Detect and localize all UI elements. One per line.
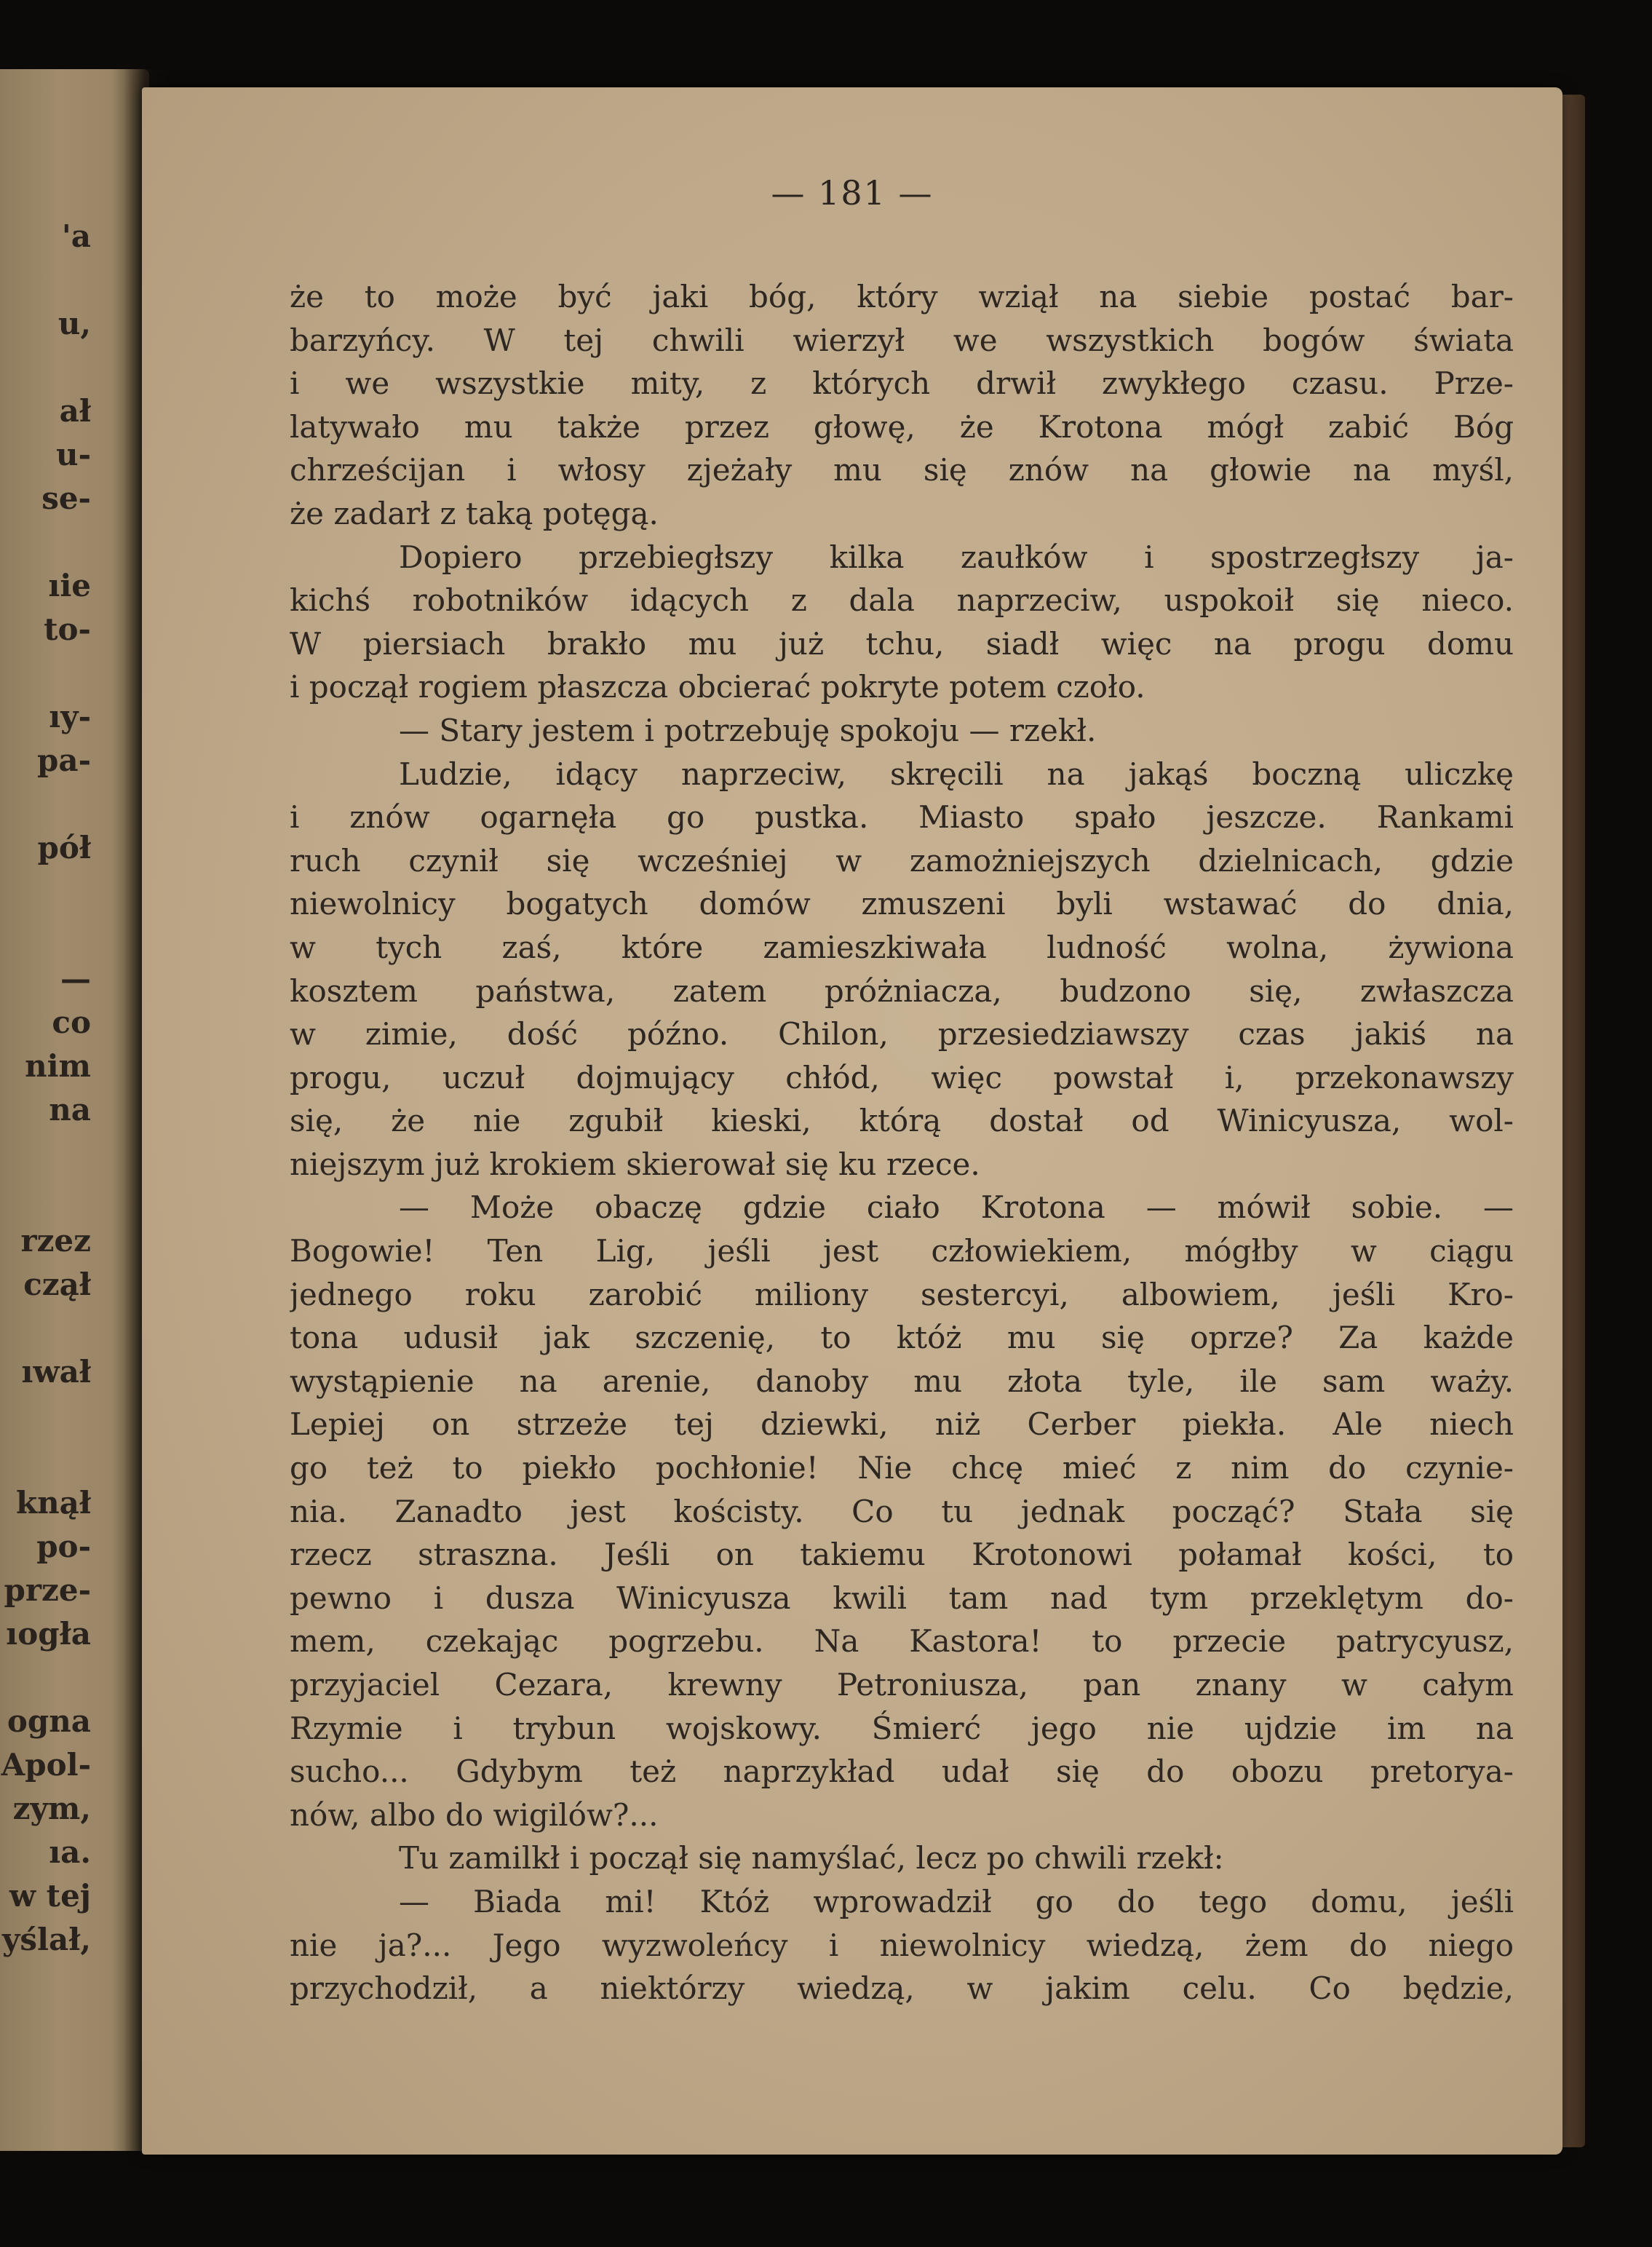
text-line: niejszym już krokiem skierował się ku rzece. (290, 1146, 980, 1182)
text-line: go też to piekło pochłonie! Nie chcę mieć z nim do czynie- (290, 1450, 1514, 1486)
text-line: nia. Zanadto jest kościsty. Co tu jednak począć? Stała się (290, 1493, 1514, 1529)
text-line: wystąpienie na arenie, danoby mu złota tyle, ile sam waży. (290, 1363, 1514, 1399)
left-page-fragment: u, (57, 306, 91, 341)
text-line: w tych zaś, które zamieszkiwała ludność wolna, żywiona (290, 929, 1514, 965)
text-line: tona udusił jak szczenię, to któż mu się oprze? Za każde (290, 1320, 1514, 1356)
text-line: pewno i dusza Winicyusza kwili tam nad tym przeklętym do- (290, 1580, 1514, 1616)
left-page-fragment: se- (41, 480, 91, 516)
text-line: i we wszystkie mity, z których drwił zwykłego czasu. Prze- (290, 365, 1514, 402)
left-page-fragment: nim (25, 1048, 91, 1084)
left-page-fragment: w tej (9, 1878, 91, 1914)
text-line: — Może obaczę gdzie ciało Krotona — mówił sobie. — (399, 1189, 1514, 1226)
text-line: chrześcijan i włosy zjeżały mu się znów na głowie na myśl, (290, 452, 1514, 488)
left-page-fragment: — (60, 961, 91, 996)
left-page-fragment: Apol- (1, 1747, 91, 1783)
text-line: latywało mu także przez głowę, że Krotona mógł zabić Bóg (290, 408, 1514, 445)
text-line: — Biada mi! Któż wprowadził go do tego domu, jeśli (399, 1883, 1514, 1919)
left-page-fragment: na (49, 1092, 91, 1128)
left-page-fragment: ıie (48, 568, 91, 603)
text-line: Lepiej on strzeże tej dziewki, niż Cerber piekła. Ale niech (290, 1406, 1514, 1443)
left-page-fragment: czął (23, 1267, 91, 1302)
text-line: kichś robotników idących z dala naprzeciw, uspokoił się nieco. (290, 582, 1514, 619)
left-page-fragment: zym, (12, 1791, 91, 1826)
left-page-fragment: yślał, (1, 1922, 91, 1957)
left-page-fragment: ıa. (49, 1834, 91, 1870)
left-page-fragment: pa- (36, 742, 91, 778)
text-line: przychodził, a niektórzy wiedzą, w jakim celu. Co będzie, (290, 1970, 1514, 2007)
text-line: Rzymie i trybun wojskowy. Śmierć jego nie ujdzie im na (290, 1710, 1514, 1746)
text-line: W piersiach brakło mu już tchu, siadł więc na progu domu (290, 625, 1514, 662)
left-page-fragment: co (52, 1004, 91, 1040)
text-line: niewolnicy bogatych domów zmuszeni byli wstawać do dnia, (290, 886, 1514, 922)
text-line: rzecz straszna. Jeśli on takiemu Krotonowi połamał kości, to (290, 1537, 1514, 1573)
left-page-fragment: rzez (20, 1223, 91, 1259)
text-line: jednego roku zarobić miliony sestercyi, albowiem, jeśli Kro- (290, 1276, 1514, 1312)
text-line: Bogowie! Ten Lig, jeśli jest człowiekiem, mógłby w ciągu (290, 1233, 1514, 1269)
text-line: mem, czekając pogrzebu. Na Kastora! to przecie patrycyusz, (290, 1623, 1514, 1660)
text-line: progu, uczuł dojmujący chłód, więc powstał i, przekonawszy (290, 1059, 1514, 1095)
text-line: i znów ogarnęła go pustka. Miasto spało jeszcze. Rankami (290, 799, 1514, 836)
text-line: kosztem państwa, zatem próżniacza, budzono się, zwłaszcza (290, 972, 1514, 1009)
text-line: nie ja?... Jego wyzwoleńcy i niewolnicy wiedzą, żem do niego (290, 1927, 1514, 1963)
left-page-fragment: ał (59, 393, 91, 429)
text-line: nów, albo do wigilów?... (290, 1796, 659, 1833)
left-page-fragment: pół (37, 830, 91, 865)
text-line: że zadarł z taką potęgą. (290, 495, 659, 531)
left-page-fragment: ıwał (21, 1354, 91, 1390)
text-line: — Stary jestem i potrzebuję spokoju — rzekł. (399, 712, 1097, 748)
text-line: barzyńcy. W tej chwili wierzył we wszystkich bogów świata (290, 322, 1514, 358)
left-page-fragment: ıogła (6, 1616, 91, 1652)
left-page-fragment: ıy- (49, 699, 91, 734)
text-line: Tu zamilkł i począł się namyślać, lecz po chwili rzekł: (399, 1840, 1224, 1877)
text-line: i począł rogiem płaszcza obcierać pokryte potem czoło. (290, 669, 1145, 705)
text-line: Ludzie, idący naprzeciw, skręcili na jakąś boczną uliczkę (399, 756, 1514, 792)
text-line: że to może być jaki bóg, który wziął na siebie postać bar- (290, 279, 1514, 314)
left-page-fragment: u- (56, 437, 91, 472)
left-page-fragment: ogna (7, 1703, 91, 1739)
text-line: sucho... Gdybym też naprzykład udał się do obozu pretorya- (290, 1753, 1514, 1790)
text-line: przyjaciel Cezara, krewny Petroniusza, pan znany w całym (290, 1667, 1514, 1703)
text-line: ruch czynił się wcześniej w zamożniejszych dzielnicach, gdzie (290, 842, 1514, 879)
left-page-fragment: knął (15, 1485, 91, 1521)
page-text (290, 275, 1514, 2010)
left-page-fragment: to- (44, 611, 91, 647)
book-page (142, 87, 1562, 2155)
left-page-fragment: 'a (61, 218, 91, 254)
text-line: Dopiero przebiegłszy kilka zaułków i spostrzegłszy ja- (399, 539, 1514, 575)
text-line: w zimie, dość późno. Chilon, przesiedziawszy czas jakiś na (290, 1016, 1514, 1053)
text-line: się, że nie zgubił kieski, którą dostał od Winicyusza, wol- (290, 1103, 1514, 1139)
left-page-fragment: prze- (4, 1572, 91, 1608)
left-page-fragment: po- (36, 1529, 91, 1564)
page-number: — 181 — (771, 173, 934, 213)
